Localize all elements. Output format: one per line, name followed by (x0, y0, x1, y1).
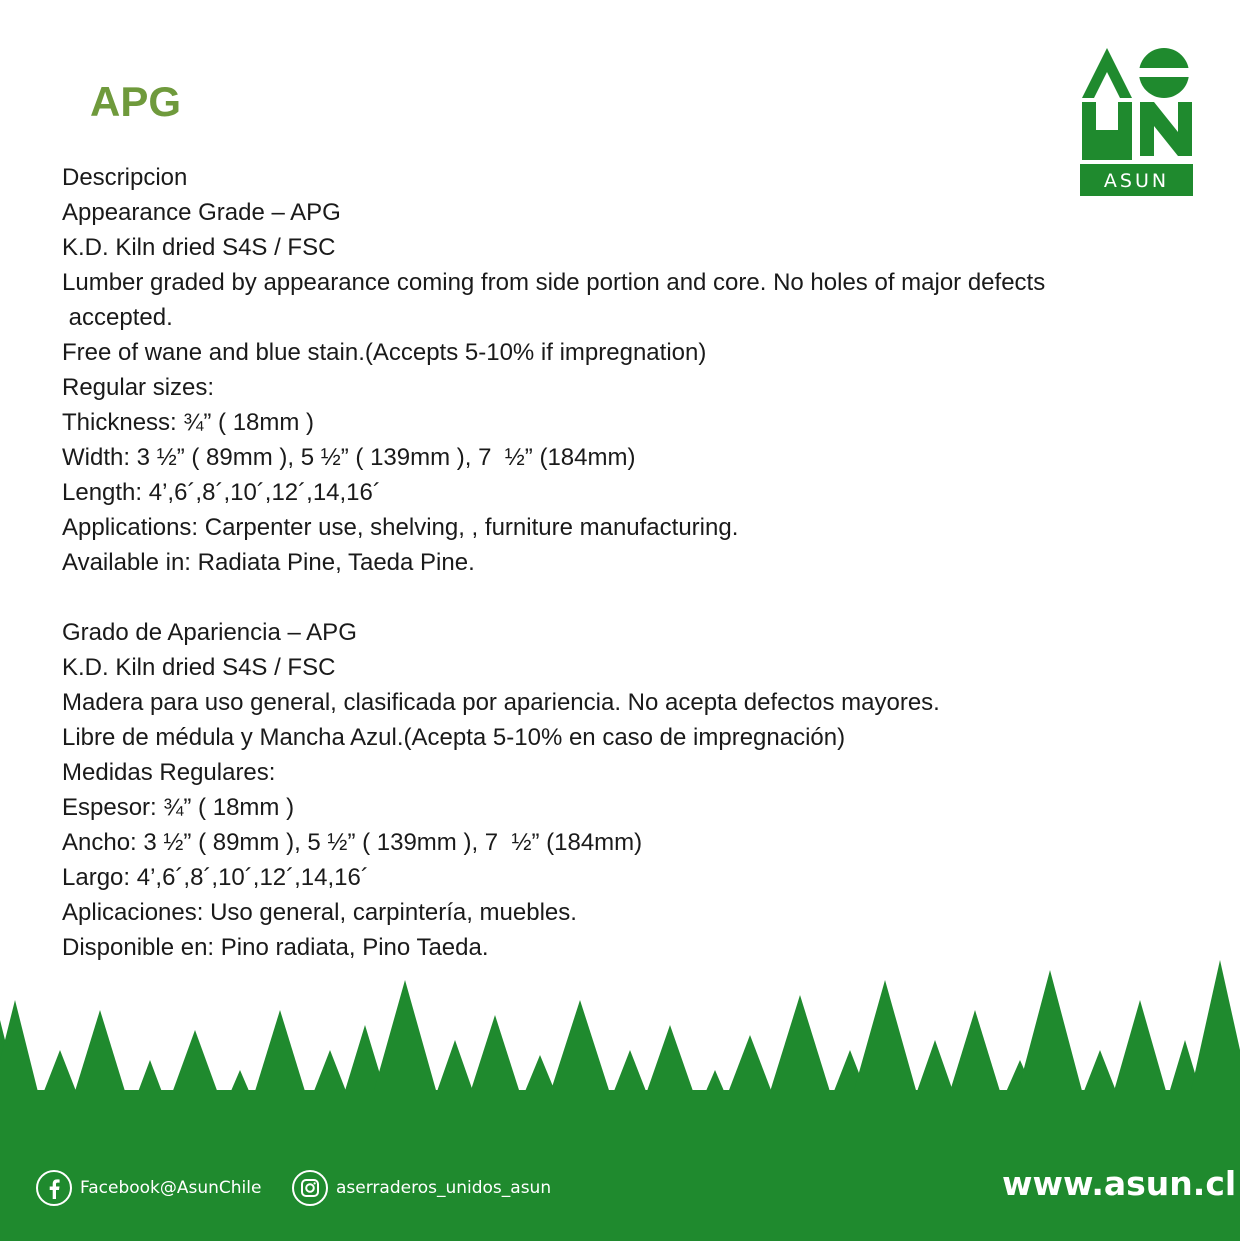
text-line: Espesor: ¾” ( 18mm ) (62, 794, 295, 821)
text-line: Grado de Apariencia – APG (62, 619, 357, 646)
english-section (62, 160, 1182, 580)
text-line: Medidas Regulares: (62, 759, 276, 786)
text-line: Length: 4’,6´,8´,10´,12´,14,16´ (62, 479, 381, 506)
text-line: Applications: Carpenter use, shelving, , furniture manufacturing. (62, 514, 739, 541)
description-block (62, 160, 1182, 965)
text-line: Largo: 4’,6´,8´,10´,12´,14,16´ (62, 864, 369, 891)
section-gap (62, 580, 1182, 615)
text-line: Thickness: ¾” ( 18mm ) (62, 409, 315, 436)
text-line: accepted. (62, 304, 173, 331)
text-line: Appearance Grade – APG (62, 199, 341, 226)
text-line: Free of wane and blue stain.(Accepts 5-10% if impregnation) (62, 339, 707, 366)
instagram-handle: aserraderos_unidos_asun (336, 1178, 552, 1198)
text-line: Lumber graded by appearance coming from side portion and core. No holes of major defects (62, 269, 1046, 296)
page-title: APG (90, 78, 182, 125)
text-line: K.D. Kiln dried S4S / FSC (62, 234, 336, 261)
instagram-icon (292, 1170, 328, 1206)
facebook-link[interactable] (36, 1168, 261, 1208)
facebook-icon (36, 1170, 72, 1206)
spanish-section (62, 615, 1182, 965)
text-line: Width: 3 ½” ( 89mm ), 5 ½” ( 139mm ), 7 ½” (184mm) (62, 444, 636, 471)
text-line: Libre de médula y Mancha Azul.(Acepta 5-10% en caso de impregnación) (62, 724, 846, 751)
text-line: K.D. Kiln dried S4S / FSC (62, 654, 336, 681)
text-line: Available in: Radiata Pine, Taeda Pine. (62, 549, 475, 576)
facebook-handle: Facebook@AsunChile (80, 1178, 262, 1198)
text-line: Regular sizes: (62, 374, 215, 401)
text-line: Madera para uso general, clasificada por apariencia. No acepta defectos mayores. (62, 689, 940, 716)
logo-text: ASUN (1103, 170, 1170, 192)
website-link[interactable]: www.asun.cl (1002, 1164, 1237, 1203)
text-line: Descripcion (62, 164, 188, 191)
text-line: Ancho: 3 ½” ( 89mm ), 5 ½” ( 139mm ), 7 ½” (184mm) (62, 829, 643, 856)
text-line: Disponible en: Pino radiata, Pino Taeda. (62, 934, 489, 961)
text-line: Aplicaciones: Uso general, carpintería, muebles. (62, 899, 577, 926)
instagram-link[interactable] (292, 1168, 551, 1208)
